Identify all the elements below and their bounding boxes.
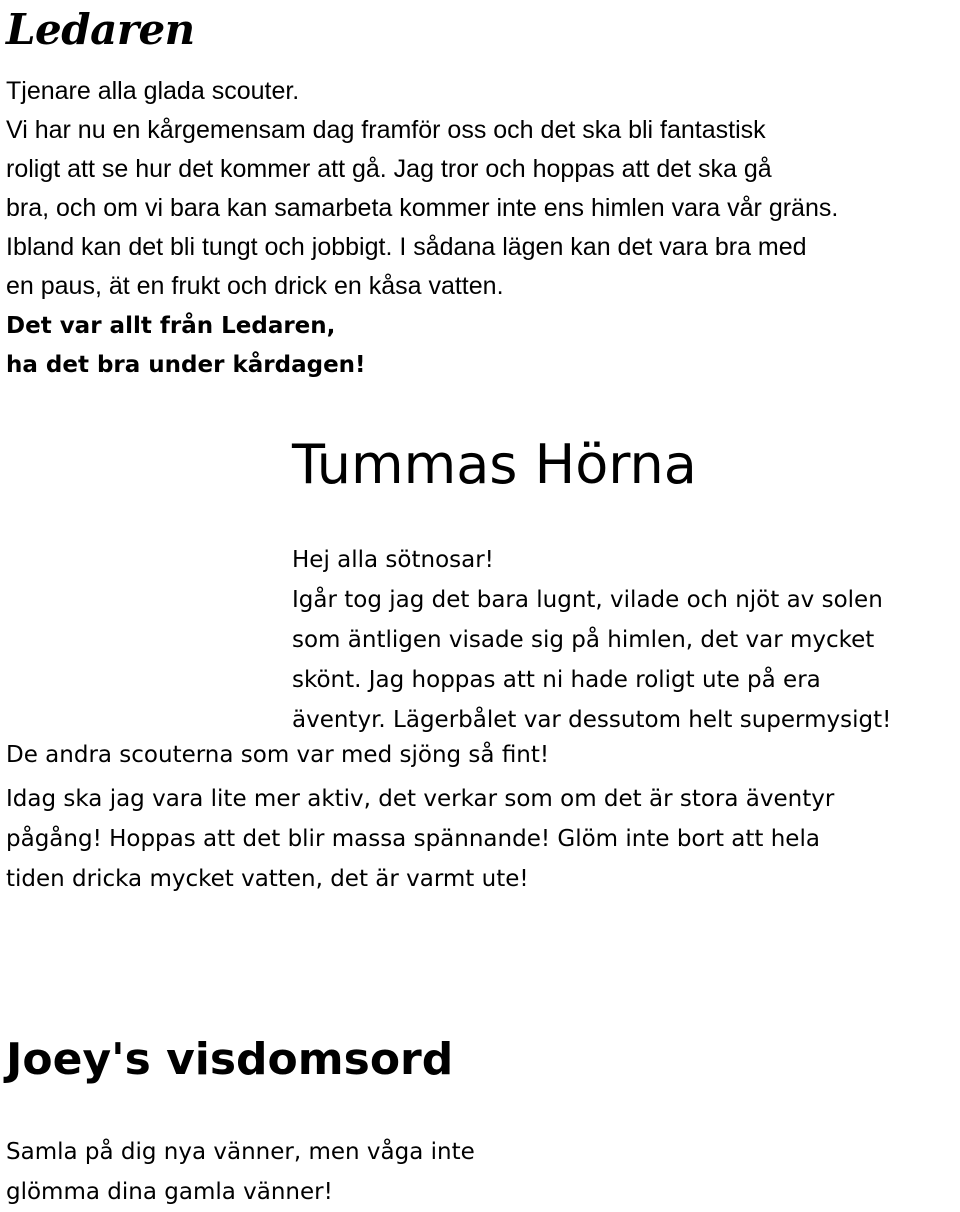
tummas-body-full xyxy=(6,735,834,899)
joey-title: Joey's visdomsord xyxy=(6,1034,454,1085)
tummas-line: Igår tog jag det bara lugnt, vilade och njöt av solen xyxy=(292,587,883,613)
ledaren-line: Ibland kan det bli tungt och jobbigt. I sådana lägen kan det vara bra med xyxy=(6,233,807,261)
tummas-line: skönt. Jag hoppas att ni hade roligt ute på era xyxy=(292,667,821,693)
ledaren-line: bra, och om vi bara kan samarbeta kommer inte ens himlen vara vår gräns. xyxy=(6,194,839,222)
joey-body xyxy=(6,1132,475,1212)
tummas-line: De andra scouterna som var med sjöng så fint! xyxy=(6,742,550,768)
tummas-line: pågång! Hoppas att det blir massa spännande! Glöm inte bort att hela xyxy=(6,826,820,852)
ledaren-line: Tjenare alla glada scouter. xyxy=(6,77,300,105)
ledaren-title: Ledaren xyxy=(6,5,195,54)
tummas-line: Idag ska jag vara lite mer aktiv, det verkar som om det är stora äventyr xyxy=(6,786,835,812)
joey-line: glömma dina gamla vänner! xyxy=(6,1179,333,1205)
ledaren-line: Vi har nu en kårgemensam dag framför oss och det ska bli fantastisk xyxy=(6,116,766,144)
signoff-line: Det var allt från Ledaren, xyxy=(6,313,336,339)
tummas-line: tiden dricka mycket vatten, det är varmt ute! xyxy=(6,866,529,892)
ledaren-signoff xyxy=(6,307,366,385)
tummas-line: äventyr. Lägerbålet var dessutom helt supermysigt! xyxy=(292,707,892,733)
signoff-line: ha det bra under kårdagen! xyxy=(6,352,366,378)
tummas-line: som äntligen visade sig på himlen, det var mycket xyxy=(292,627,875,653)
tummas-line: Hej alla sötnosar! xyxy=(292,547,494,573)
joey-line: Samla på dig nya vänner, men våga inte xyxy=(6,1139,475,1165)
tummas-title: Tummas Hörna xyxy=(292,433,697,496)
ledaren-line: en paus, ät en frukt och drick en kåsa vatten. xyxy=(6,272,504,300)
tummas-body-indented xyxy=(292,540,891,740)
ledaren-line: roligt att se hur det kommer att gå. Jag tror och hoppas att det ska gå xyxy=(6,155,772,183)
ledaren-body xyxy=(6,72,956,306)
